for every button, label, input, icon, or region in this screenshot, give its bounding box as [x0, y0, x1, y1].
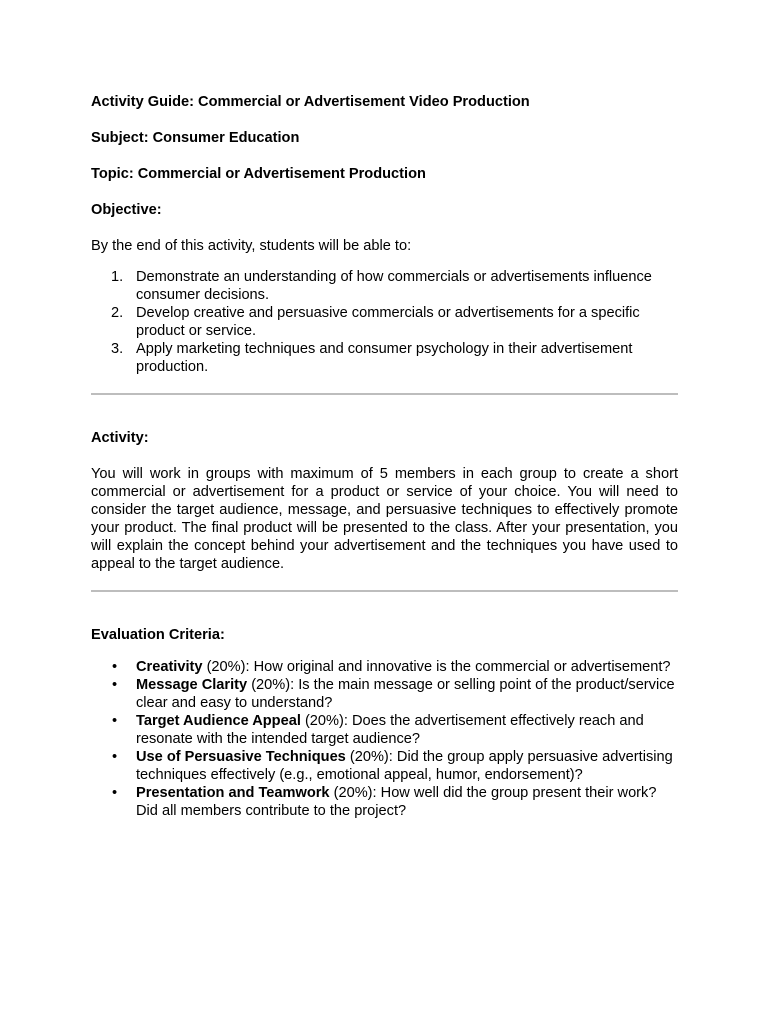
subject-line: Subject: Consumer Education — [91, 130, 300, 146]
criteria-item — [91, 712, 678, 748]
objective-heading: Objective: — [91, 202, 162, 218]
activity-description: You will work in groups with maximum of 5 members in each group to create a short commercial or advertisement for a product or service of your choice. You will need to consider the target audience, message, and persuasive techniques to effectively promote your product. The final product will be presented to the class. After your presentation, you will explain the concept behind your advertisement and the techniques you have used to appeal to the target audience. — [91, 466, 678, 572]
bullet-icon: • — [112, 785, 118, 801]
criteria-description: (20%): Did the group apply persuasive advertising techniques effectively (e.g., emotional appeal, humor, endorsement)? — [136, 749, 673, 783]
objective-text: Apply marketing techniques and consumer psychology in their advertisement production. — [136, 341, 633, 375]
activity-heading: Activity: — [91, 430, 149, 446]
evaluation-heading: Evaluation Criteria: — [91, 627, 225, 643]
section-divider — [91, 590, 678, 592]
section-divider — [91, 393, 678, 395]
objective-text: Demonstrate an understanding of how commercials or advertisements influence consumer decisions. — [136, 269, 652, 303]
objective-number: 1. — [111, 269, 124, 285]
bullet-icon: • — [112, 659, 118, 675]
objectives-list — [91, 268, 678, 376]
document-title: Activity Guide: Commercial or Advertisement Video Production — [91, 94, 530, 110]
criteria-list — [91, 658, 678, 820]
document-page — [91, 93, 678, 820]
criteria-label: Presentation and Teamwork — [136, 785, 330, 801]
criteria-label: Target Audience Appeal — [136, 713, 301, 729]
topic-line: Topic: Commercial or Advertisement Production — [91, 166, 426, 182]
criteria-item — [91, 676, 678, 712]
objective-item — [91, 304, 678, 340]
criteria-description: (20%): How well did the group present their work? Did all members contribute to the project? — [136, 785, 657, 819]
criteria-label: Message Clarity — [136, 677, 248, 693]
bullet-icon: • — [112, 749, 118, 765]
criteria-description: (20%): How original and innovative is the commercial or advertisement? — [202, 659, 671, 675]
objective-intro: By the end of this activity, students will be able to: — [91, 238, 412, 254]
criteria-item — [91, 658, 678, 676]
objective-item — [91, 340, 678, 376]
criteria-description: (20%): Is the main message or selling point of the product/service clear and easy to understand? — [136, 677, 675, 711]
objective-number: 2. — [111, 305, 124, 321]
objective-number: 3. — [111, 341, 124, 357]
criteria-description: (20%): Does the advertisement effectively reach and resonate with the intended target audience? — [136, 713, 644, 747]
criteria-label: Use of Persuasive Techniques — [136, 749, 346, 765]
bullet-icon: • — [112, 677, 118, 693]
criteria-item — [91, 784, 678, 820]
criteria-item — [91, 748, 678, 784]
objective-item — [91, 268, 678, 304]
objective-text: Develop creative and persuasive commercials or advertisements for a specific product or service. — [136, 305, 640, 339]
bullet-icon: • — [112, 713, 118, 729]
criteria-label: Creativity — [136, 659, 203, 675]
